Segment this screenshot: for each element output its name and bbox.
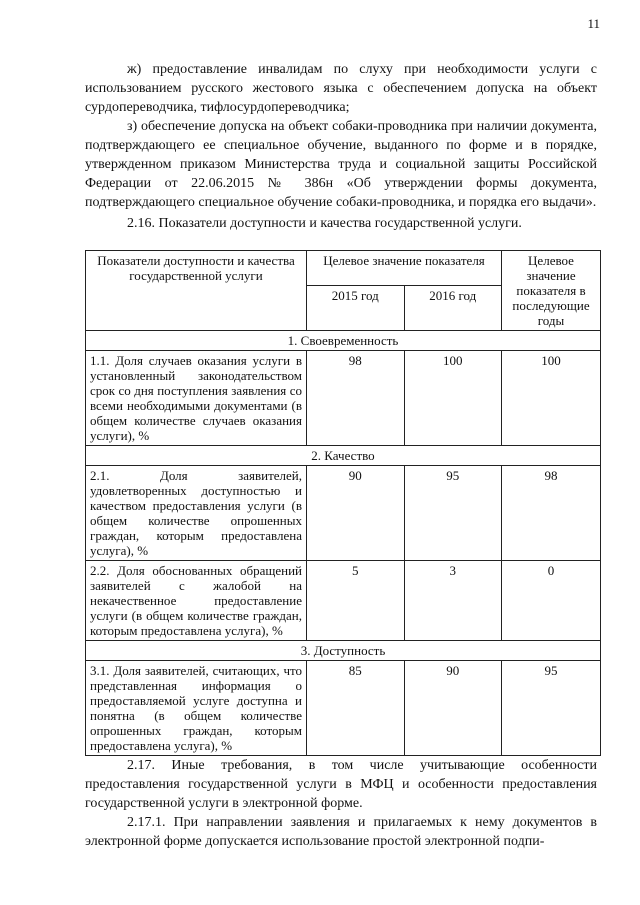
header-2015: 2015 год [307,286,405,331]
indicator-name: 3.1. Доля заявителей, считающих, что представленная информация о предоставляемой услуге доступна и понятна (в общем количестве опрошенных граждан, которым предоставлена услуга), % [86,661,307,756]
value-later: 100 [502,351,601,446]
section-row [86,446,601,466]
table-heading: 2.16. Показатели доступности и качества государственной услуги. [127,216,522,231]
paragraph-z: з) обеспечение допуска на объект собаки-проводника при наличии документа, подтверждающего ее специальное обучение, выданного по форме и в порядке, утвержденном приказом Министерства труда и социальной защиты Российской Федерации от 22.06.2015 № 386н «Об утверждении формы документа, подтверждающего специальное обучение собаки-проводника, и порядка его выдачи». [85,119,597,210]
section-title: 2. Качество [86,446,601,466]
indicator-name: 2.2. Доля обоснованных обращений заявителей с жалобой на некачественное предоставление услуги (в общем количестве граждан, которым предоставлена услуга), % [86,561,307,641]
value-2016: 90 [404,661,502,756]
table-row [86,661,601,756]
paragraph-2-17: 2.17. Иные требования, в том числе учитывающие особенности предоставления государственной услуги в МФЦ и особенности предоставления государственной услуги в электронной форме. [85,758,597,811]
value-2015: 90 [307,466,405,561]
page-number: 11 [587,16,600,31]
section-title: 3. Доступность [86,641,601,661]
table-header-row [86,251,601,286]
section-row [86,641,601,661]
value-2015: 85 [307,661,405,756]
table-row [86,466,601,561]
table-row [86,561,601,641]
indicator-name: 1.1. Доля случаев оказания услуги в установленный законодательством срок со дня поступления заявления со всеми необходимыми документами (в общем количестве случаев оказания услуги), % [86,351,307,446]
paragraph-2-17-1: 2.17.1. При направлении заявления и прилагаемых к нему документов в электронной форме допускается использование простой электронной подпи- [85,815,597,849]
header-2016: 2016 год [404,286,502,331]
value-later: 98 [502,466,601,561]
header-name: Показатели доступности и качества государственной услуги [86,251,307,331]
value-2016: 95 [404,466,502,561]
indicator-name: 2.1. Доля заявителей, удовлетворенных доступностью и качеством предоставления услуги (в общем количестве опрошенных граждан, которым предоставлена услуга), % [86,466,307,561]
header-later: Целевое значение показателя в последующие годы [502,251,601,331]
value-2016: 3 [404,561,502,641]
header-target: Целевое значение показателя [307,251,502,286]
section-title: 1. Своевременность [86,331,601,351]
value-2015: 5 [307,561,405,641]
paragraph-zh: ж) предоставление инвалидам по слуху при необходимости услуги с использованием русского жестового языка с обеспечением допуска на объект сурдопереводчика, тифлосурдопереводчика; [85,62,597,115]
value-later: 0 [502,561,601,641]
value-2016: 100 [404,351,502,446]
section-row [86,331,601,351]
value-2015: 98 [307,351,405,446]
value-later: 95 [502,661,601,756]
indicators-table [85,250,601,756]
table-row [86,351,601,446]
